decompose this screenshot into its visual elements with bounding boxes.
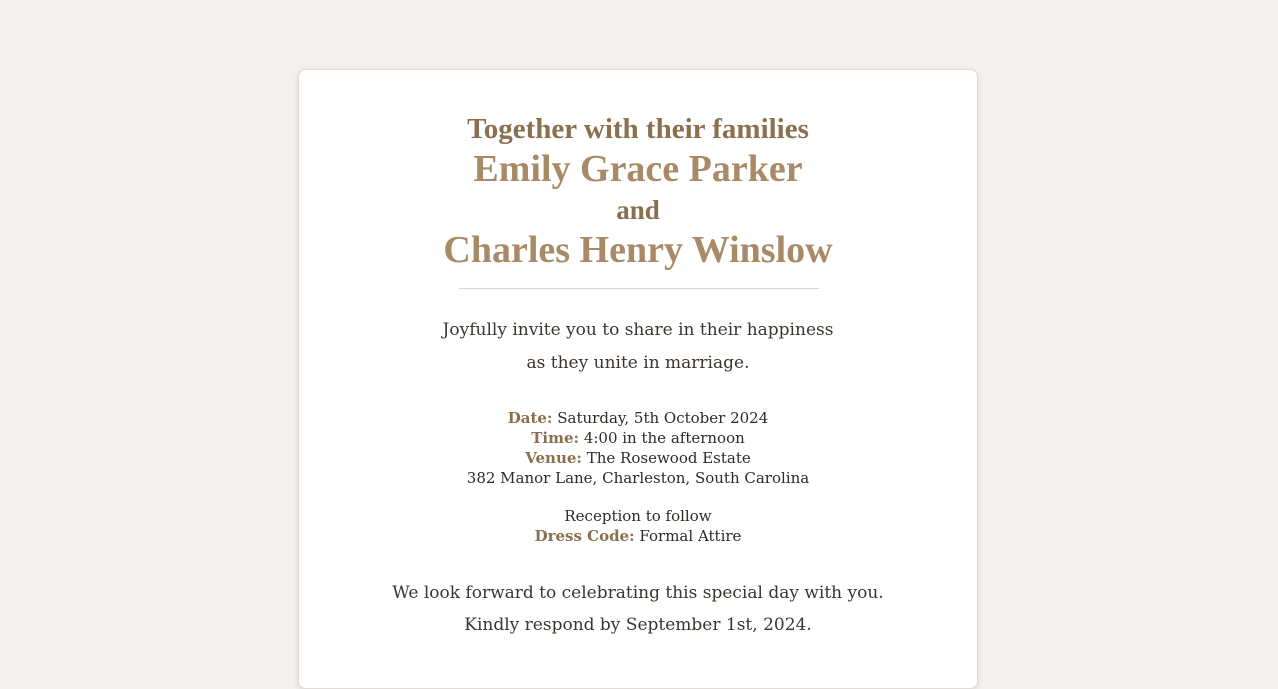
dress-code-label: Dress Code: bbox=[534, 527, 635, 545]
closing-line-2: Kindly respond by September 1st, 2024. bbox=[464, 615, 812, 635]
intro-heading: Together with their families bbox=[467, 113, 809, 145]
time-value: 4:00 in the afternoon bbox=[583, 429, 745, 447]
dress-code-row bbox=[299, 526, 977, 546]
venue-row bbox=[299, 448, 977, 468]
time-label: Time: bbox=[531, 429, 580, 447]
date-row bbox=[299, 408, 977, 428]
dress-code-value: Formal Attire bbox=[639, 527, 742, 545]
venue-address: 382 Manor Lane, Charleston, South Carolina bbox=[466, 469, 810, 487]
divider bbox=[459, 288, 819, 289]
invitation-card bbox=[298, 69, 978, 689]
conjunction: and bbox=[616, 195, 660, 225]
reception-note: Reception to follow bbox=[564, 507, 712, 525]
groom-name: Charles Henry Winslow bbox=[443, 229, 833, 271]
closing-line-1: We look forward to celebrating this special day with you. bbox=[392, 583, 884, 603]
time-row bbox=[299, 428, 977, 448]
venue-value: The Rosewood Estate bbox=[586, 449, 751, 467]
message-line-2: as they unite in marriage. bbox=[526, 353, 750, 373]
venue-label: Venue: bbox=[525, 449, 582, 467]
message-line-1: Joyfully invite you to share in their happiness bbox=[442, 320, 834, 340]
date-value: Saturday, 5th October 2024 bbox=[557, 409, 769, 427]
bride-name: Emily Grace Parker bbox=[473, 148, 803, 190]
date-label: Date: bbox=[507, 409, 553, 427]
